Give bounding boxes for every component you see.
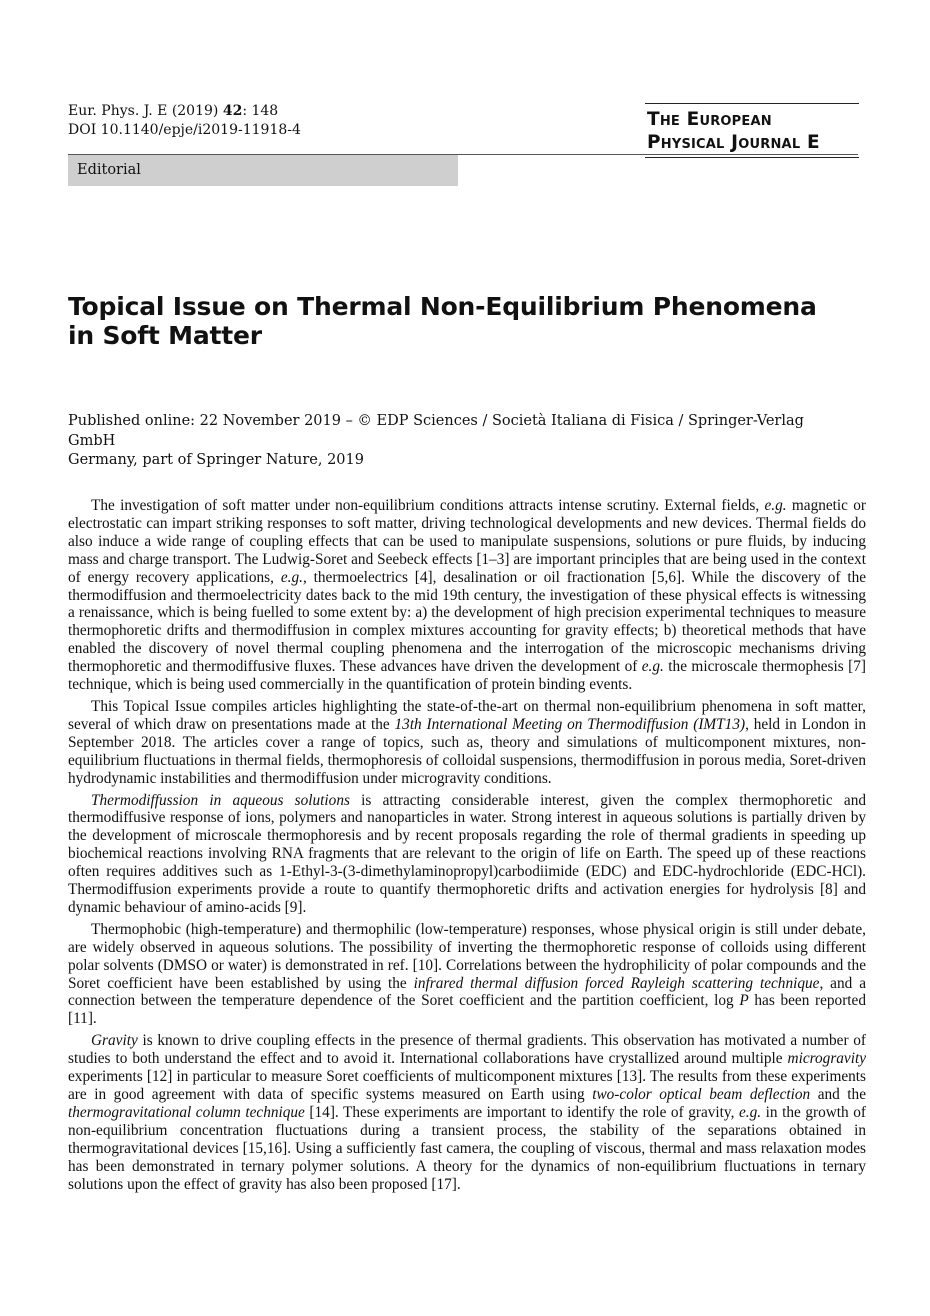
paragraph-text: [14]. These experiments are important to identify the role of gravity, [304,1103,739,1121]
emphasis-text: two-color optical beam deflection [592,1086,811,1103]
paragraph-text: , and a connection between the temperature dependence of the Soret coefficient and the partition coefficient, log [68,974,866,1010]
emphasis-text: 13th International Meeting on Thermodiffusion (IMT13) [394,715,746,733]
article-title [68,292,828,350]
body-paragraph [68,1032,866,1193]
journal-citation [68,102,301,121]
emphasis-text: microgravity [787,1050,866,1068]
body-paragraph [68,497,866,694]
journal-name-line2: Physical Journal E [647,132,820,153]
section-banner [68,155,458,186]
journal-logo [645,103,859,158]
emphasis-text: e.g. [764,497,787,514]
paragraph-text: the microscale thermophesis [7] technique, which is being used commercially in the quantification of protein binding events. [68,658,866,694]
paragraph-text: , held in London in September 2018. The articles cover a range of topics, such as, theory and simulations of multicomponent mixtures, non-equilibrium fluctuations in thermal fields, thermophoresis of colloidal suspensions, thermodiffusion in porous media, Soret-driven hydrodynamic instabilities and thermodiffusion under microgravity conditions. [68,715,866,787]
paragraph-text: This Topical Issue compiles articles highlighting the state-of-the-art on thermal non-equilibrium phenomena in soft matter, several of which draw on presentations made at the [68,697,866,733]
paragraph-text: experiments [12] in particular to measure Soret coefficients of multicomponent mixtures [13]. The results from these experiments are in good agreement with data of specific systems measured on Earth using [68,1068,866,1103]
emphasis-text: e.g. [738,1103,762,1121]
emphasis-text: P [739,992,749,1010]
paragraph-text: The investigation of soft matter under non-equilibrium conditions attracts intense scrutiny. External fields, [91,497,765,514]
paragraph-text: and the [810,1086,866,1103]
publication-info [68,412,848,471]
paragraph-text: has been reported [11]. [68,992,866,1028]
emphasis-text: e.g. [280,568,303,586]
paragraph-text: is attracting considerable interest, given the complex thermophoretic and thermodiffusive response of ions, polymers and nanoparticles in water. Strong interest in aqueous solutions is partially driven by the development of microscale thermophoresis and by recent proposals regarding the role of thermal gradients in speeding up biochemical reactions involving RNA fragments that are relevant to the origin of life on Earth. The speed up of these reactions often requires additives such as 1-Ethyl-3-(3-dimethylaminopropyl)carbodiimide (EDC) and EDC-hydrochloride (EDC-HCl). Thermodiffusion experiments provide a route to quantify thermophoretic drifts and activation energies for hydrolysis [8] and dynamic behaviour of amino-acids [9]. [68,791,866,916]
citation-journal: Eur. Phys. J. E (2019) [68,103,223,119]
emphasis-text: Gravity [91,1032,138,1050]
title-line2: in Soft Matter [68,321,262,350]
citation-volume: 42 [222,103,243,119]
body-paragraph [68,698,866,788]
paragraph-text: Thermophobic (high-temperature) and thermophilic (low-temperature) responses, whose physical origin is still under debate, are widely observed in aqueous solutions. The possibility of inverting the thermophoretic response of colloids using different polar solvents (DMSO or water) is demonstrated in ref. [10]. Correlations between the hydrophilicity of polar compounds and the Soret coefficient have been established by using the [68,920,866,992]
body-paragraph [68,921,866,1028]
section-label: Editorial [77,162,141,178]
emphasis-text: e.g. [641,658,664,676]
article-body [68,497,866,1197]
published-line2: Germany, part of Springer Nature, 2019 [68,452,364,468]
paragraph-text: , thermoelectrics [4], desalination or oil fractionation [5,6]. While the discovery of the thermodiffusion and thermoelectricity dates back to the mid 19th century, the investigation of these physical effects is witnessing a renaissance, which is being fuelled to some extent by: a) the development of high precision experimental techniques to measure thermophoretic drifts and thermodiffusion in complex mixtures accounting for gravity effects; b) theoretical methods that have enabled the discovery of novel thermal coupling phenomena and the interrogation of the microscopic mechanisms driving thermophoretic and thermodiffusive fluxes. These advances have driven the development of [68,568,867,676]
paragraph-text: in the growth of non-equilibrium concentration fluctuations during a transient process, the stability of the separations obtained in thermogravitational devices [15,16]. Using a sufficiently fast camera, the coupling of viscous, thermal and mass relaxation modes has been demonstrated in ternary polymer solutions. A theory for the dynamics of non-equilibrium fluctuations in ternary solutions upon the effect of gravity has also been proposed [17]. [68,1103,866,1193]
citation-block [68,102,301,140]
body-paragraph [68,792,866,917]
citation-article: : 148 [242,103,279,119]
published-line1: Published online: 22 November 2019 – © EDP Sciences / Società Italiana di Fisica / Springer-Verlag GmbH [68,413,804,449]
emphasis-text: thermogravitational column technique [68,1103,305,1121]
journal-name-line1: The European [647,109,772,130]
title-line1: Topical Issue on Thermal Non-Equilibrium Phenomena [68,292,817,321]
paragraph-text: is known to drive coupling effects in the presence of thermal gradients. This observation has motivated a number of studies to both understand the effect and to avoid it. International collaborations have crystallized around multiple [68,1032,866,1068]
emphasis-text: infrared thermal diffusion forced Rayleigh scattering technique [413,974,820,992]
emphasis-text: Thermodiffussion in aqueous solutions [91,791,350,809]
doi: DOI 10.1140/epje/i2019-11918-4 [68,122,301,138]
paragraph-text: magnetic or electrostatic can impart striking responses to soft matter, driving technological developments and new devices. Thermal fields do also induce a wide range of coupling effects that can be used to manipulate suspensions, solutions or pure fluids, by inducing mass and charge transport. The Ludwig-Soret and Seebeck effects [1–3] are important principles that are being used in the context of energy recovery applications, [68,497,866,586]
